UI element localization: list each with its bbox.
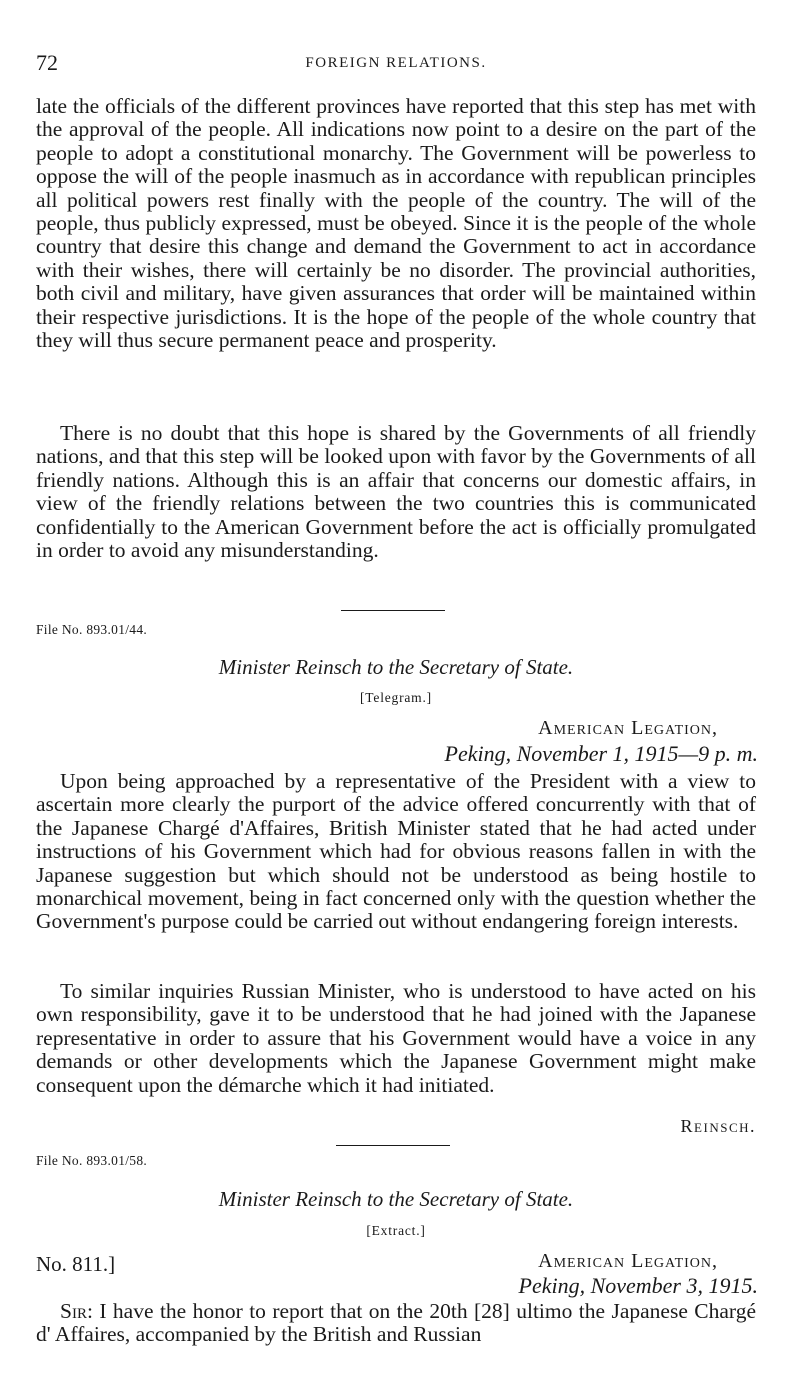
doc1-paragraph-2: There is no doubt that this hope is shared by the Governments of all friendly nations, and that this step will be looked upon with favor by the Governments of all friendly nations. Although this is an affair that concerns our domestic affairs, in view of the friendly relations between the two countries this is communicated confidentially to the American Government before the act is officially promulgated in order to avoid any misunderstanding.: [36, 421, 756, 563]
doc2-paragraph-2: To similar inquiries Russian Minister, who is understood to have acted on his own responsibility, gave it to be understood that he had joined with the Japanese representative in order to assure that his Government would have a voice in any demands or other developments which the Japanese Government might make consequent upon the démarche which it had initiated.: [36, 979, 756, 1097]
doc3-despatch-number: No. 811.]: [36, 1252, 116, 1276]
doc2-legation: American Legation,: [538, 717, 718, 739]
doc3-dateline: Peking, November 3, 1915.: [518, 1273, 758, 1298]
doc3-salutation: Sir: [60, 1299, 87, 1323]
doc3-file-number: File No. 893.01/58.: [36, 1153, 148, 1168]
doc3-paragraph-text: : I have the honor to report that on the 20th [28] ultimo the Japanese Chargé d' Affaires, accompanied by the British and Russian: [36, 1299, 756, 1347]
doc2-paragraph-1: Upon being approached by a representative of the President with a view to ascertain more clearly the purport of the advice offered concurrently with that of the Japanese Chargé d'Affaires, British Minister stated that he had acted under instructions of his Government which had for obvious reasons fallen in with the Japanese suggestion but which should not be understood as being hostile to monarchical movement, being in fact concerned only with the question whether the Government's purpose could be carried out without endangering foreign interests.: [36, 769, 756, 934]
page-number: 72: [36, 50, 58, 75]
running-title: FOREIGN RELATIONS.: [305, 55, 487, 71]
doc2-file-number: File No. 893.01/44.: [36, 622, 148, 637]
doc2-signature: Reinsch.: [680, 1116, 756, 1136]
page-header: [36, 50, 756, 80]
doc2-telegram-note: [Telegram.]: [360, 690, 432, 705]
section-divider-2: [336, 1145, 450, 1146]
doc3-paragraph-1: [36, 1300, 756, 1347]
doc2-title: Minister Reinsch to the Secretary of State.: [218, 655, 574, 679]
doc3-title: Minister Reinsch to the Secretary of State.: [218, 1187, 574, 1211]
doc3-extract-note: [Extract.]: [366, 1223, 426, 1238]
doc2-dateline: Peking, November 1, 1915—9 p. m.: [444, 741, 758, 766]
doc3-legation: American Legation,: [538, 1250, 718, 1272]
doc1-paragraph-1: late the officials of the different provinces have reported that this step has met with the approval of the people. All indications now point to a desire on the part of the people to adopt a constitutional monarchy. The Government will be powerless to oppose the will of the people inasmuch as in accordance with republican principles all political powers rest finally with the people of the country. The will of the people, thus publicly expressed, must be obeyed. Since it is the people of the whole country that desire this change and demand the Government to act in accordance with their wishes, there will certainly be no disorder. The provincial authorities, both civil and military, have given assurances that order will be maintained within their respective jurisdictions. It is the hope of the people of the whole country that they will thus secure permanent peace and prosperity.: [36, 94, 756, 353]
section-divider-1: [341, 610, 445, 611]
